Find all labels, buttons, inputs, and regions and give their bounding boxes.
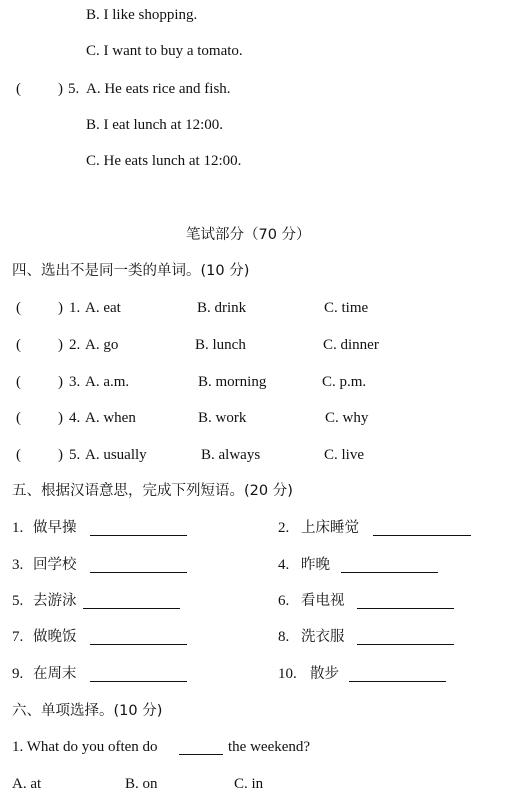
answer-blank[interactable] — [349, 667, 446, 682]
written-part-title: 笔试部分（70 分） — [186, 227, 311, 243]
item-number: 1. — [12, 520, 24, 536]
phrase-text: 回学校 — [33, 557, 77, 573]
answer-paren-open: ( — [16, 300, 21, 316]
option-a: A. when — [85, 410, 136, 426]
item-number: 10. — [278, 666, 297, 682]
option-a: A. usually — [85, 447, 147, 463]
answer-blank[interactable] — [357, 594, 454, 609]
answer-blank[interactable] — [90, 521, 187, 536]
option-a: A. a.m. — [85, 374, 130, 390]
option-b: B. work — [198, 410, 247, 426]
answer-blank[interactable] — [90, 558, 187, 573]
answer-blank[interactable] — [373, 521, 471, 536]
option-a: A. eat — [85, 300, 121, 316]
phrase-text: 做晚饭 — [33, 629, 77, 645]
answer-paren-close: ) — [58, 81, 63, 97]
option-b: B. morning — [198, 374, 267, 390]
option-c: C. time — [324, 300, 369, 316]
phrase-text: 在周末 — [33, 666, 77, 682]
answer-paren-open: ( — [16, 81, 21, 97]
option-a: A. at — [12, 776, 42, 792]
phrase-text: 洗衣服 — [301, 629, 345, 645]
answer-blank[interactable] — [341, 558, 438, 573]
phrase-text: 去游泳 — [33, 593, 77, 609]
answer-paren-open: ( — [16, 374, 21, 390]
answer-paren-close: ) — [58, 374, 63, 390]
item-number: 6. — [278, 593, 290, 609]
option-b: B. lunch — [195, 337, 246, 353]
phrase-text: 做早操 — [33, 520, 77, 536]
question-number: 5. — [68, 81, 80, 97]
answer-blank[interactable] — [83, 594, 180, 609]
item-number: 3. — [12, 557, 24, 573]
phrase-text: 上床睡觉 — [301, 520, 359, 536]
question-text-end: the weekend? — [228, 739, 311, 755]
phrase-text: 昨晚 — [301, 557, 330, 573]
answer-paren-close: ) — [58, 410, 63, 426]
answer-blank[interactable] — [90, 667, 187, 682]
item-number: 2. — [278, 520, 290, 536]
option-a: A. go — [85, 337, 119, 353]
section-4-title: 四、选出不是同一类的单词。(10 分) — [12, 263, 250, 279]
section-6-title: 六、单项选择。(10 分) — [12, 703, 163, 719]
option-c: C. dinner — [323, 337, 379, 353]
phrase-text: 看电视 — [301, 593, 345, 609]
option-a-text: A. He eats rice and fish. — [86, 81, 231, 97]
option-c: C. live — [324, 447, 364, 463]
answer-paren-open: ( — [16, 447, 21, 463]
phrase-text: 散步 — [310, 666, 339, 682]
answer-blank[interactable] — [90, 630, 187, 645]
option-b-text: B. I eat lunch at 12:00. — [86, 117, 224, 133]
question-number: 5. — [69, 447, 81, 463]
answer-paren-open: ( — [16, 337, 21, 353]
answer-blank[interactable] — [179, 740, 223, 755]
option-c: C. why — [325, 410, 369, 426]
question-number: 3. — [69, 374, 81, 390]
answer-paren-close: ) — [58, 337, 63, 353]
question-number: 2. — [69, 337, 81, 353]
question-number: 4. — [69, 410, 81, 426]
item-number: 5. — [12, 593, 24, 609]
option-b: B. always — [201, 447, 261, 463]
option-b: B. drink — [197, 300, 247, 316]
item-number: 9. — [12, 666, 24, 682]
option-c-text: C. I want to buy a tomato. — [86, 43, 243, 59]
option-c-text: C. He eats lunch at 12:00. — [86, 153, 242, 169]
question-number: 1. — [69, 300, 81, 316]
answer-paren-close: ) — [58, 300, 63, 316]
option-c: C. p.m. — [322, 374, 367, 390]
question-text: 1. What do you often do — [12, 739, 158, 755]
option-c: C. in — [234, 776, 264, 792]
item-number: 8. — [278, 629, 290, 645]
answer-paren-open: ( — [16, 410, 21, 426]
item-number: 4. — [278, 557, 290, 573]
section-5-title: 五、根据汉语意思，完成下列短语。(20 分) — [12, 483, 293, 499]
option-b-text: B. I like shopping. — [86, 7, 198, 23]
option-b: B. on — [125, 776, 158, 792]
answer-paren-close: ) — [58, 447, 63, 463]
answer-blank[interactable] — [357, 630, 454, 645]
item-number: 7. — [12, 629, 24, 645]
